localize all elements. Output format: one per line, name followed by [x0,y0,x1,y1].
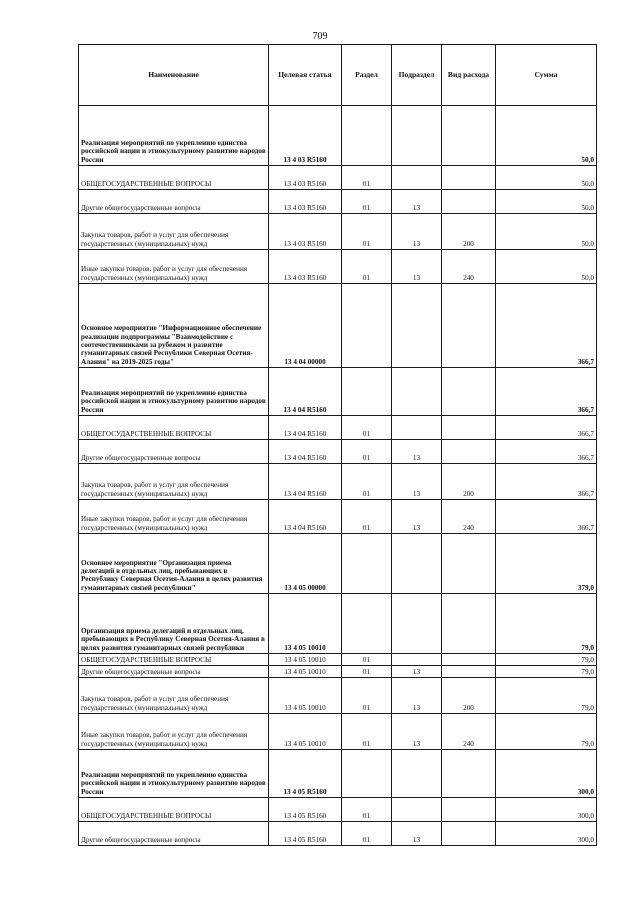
table-row [79,714,597,750]
cell-section: 01 [342,822,392,846]
cell-expense-type [442,822,496,846]
cell-name: Иные закупки товаров, работ и услуг для обеспечения государственных (муниципальных) нужд [79,500,269,534]
cell-name: Основное мероприятие "Информационное обеспечение реализации подпрограммы "Взаимодействие с соотечественниками за рубежом и развитие гуманитарных связей Республики Северная Осетия-Алания" на 2019-2025 годы" [79,284,269,368]
table-row [79,214,597,250]
table-row [79,750,597,798]
cell-expense-type [442,106,496,166]
cell-section: 01 [342,190,392,214]
table-row [79,822,597,846]
cell-name: Иные закупки товаров, работ и услуг для обеспечения государственных (муниципальных) нужд [79,250,269,284]
cell-target-article: 13 4 04 R5160 [269,464,342,500]
cell-expense-type [442,666,496,678]
cell-target-article: 13 4 04 00000 [269,284,342,368]
cell-expense-type [442,166,496,190]
table-row [79,500,597,534]
cell-amount: 366,7 [496,464,597,500]
cell-expense-type: 200 [442,464,496,500]
cell-expense-type: 240 [442,500,496,534]
cell-target-article: 13 4 03 R5160 [269,250,342,284]
cell-section: 01 [342,166,392,190]
cell-target-article: 13 4 05 R5160 [269,750,342,798]
cell-amount: 379,0 [496,534,597,594]
cell-subsection: 13 [392,500,442,534]
cell-name: ОБЩЕГОСУДАРСТВЕННЫЕ ВОПРОСЫ [79,166,269,190]
cell-amount: 50,0 [496,106,597,166]
table-row [79,166,597,190]
cell-section [342,368,392,416]
table-header-row [79,45,597,106]
cell-target-article: 13 4 03 R5160 [269,106,342,166]
cell-amount: 300,0 [496,798,597,822]
cell-subsection: 13 [392,440,442,464]
cell-name: ОБЩЕГОСУДАРСТВЕННЫЕ ВОПРОСЫ [79,798,269,822]
cell-subsection [392,284,442,368]
cell-expense-type [442,190,496,214]
cell-expense-type [442,654,496,666]
cell-name: Другие общегосударственные вопросы [79,822,269,846]
cell-target-article: 13 4 05 R5160 [269,798,342,822]
cell-subsection [392,368,442,416]
cell-name: Иные закупки товаров, работ и услуг для обеспечения государственных (муниципальных) нужд [79,714,269,750]
cell-amount: 79,0 [496,714,597,750]
table-row [79,416,597,440]
column-header-target-article: Целевая статья [269,45,342,106]
cell-subsection [392,416,442,440]
cell-expense-type [442,368,496,416]
cell-amount: 50,0 [496,166,597,190]
cell-subsection [392,750,442,798]
cell-subsection [392,166,442,190]
cell-name: Реализации мероприятий по укреплению единства российской нации и этнокультурному развитию народов России [79,750,269,798]
cell-target-article: 13 4 03 R5160 [269,190,342,214]
cell-amount: 366,7 [496,440,597,464]
cell-expense-type [442,594,496,654]
cell-amount: 366,7 [496,368,597,416]
cell-section: 01 [342,666,392,678]
cell-name: ОБЩЕГОСУДАРСТВЕННЫЕ ВОПРОСЫ [79,416,269,440]
cell-target-article: 13 4 05 10010 [269,594,342,654]
cell-section: 01 [342,464,392,500]
cell-section: 01 [342,214,392,250]
table-row [79,534,597,594]
cell-section: 01 [342,654,392,666]
column-header-section: Раздел [342,45,392,106]
cell-amount: 300,0 [496,750,597,798]
cell-subsection: 13 [392,190,442,214]
cell-section: 01 [342,416,392,440]
cell-section [342,284,392,368]
cell-expense-type: 240 [442,714,496,750]
cell-target-article: 13 4 04 R5160 [269,368,342,416]
column-header-amount: Сумма [496,45,597,106]
column-header-name: Наименование [79,45,269,106]
cell-expense-type [442,750,496,798]
cell-subsection: 13 [392,214,442,250]
cell-name: Другие общегосударственные вопросы [79,440,269,464]
cell-name: Закупка товаров, работ и услуг для обеспечения государственных (муниципальных) нужд [79,678,269,714]
table-row [79,284,597,368]
cell-section: 01 [342,250,392,284]
cell-subsection: 13 [392,666,442,678]
table-row [79,106,597,166]
cell-amount: 79,0 [496,666,597,678]
cell-subsection: 13 [392,714,442,750]
cell-target-article: 13 4 04 R5160 [269,500,342,534]
cell-section: 01 [342,500,392,534]
page-number: 709 [312,31,328,42]
cell-name: Реализация мероприятий по укреплению единства российской нации и этнокультурному развитию народов России [79,106,269,166]
table-row [79,798,597,822]
cell-expense-type [442,534,496,594]
cell-subsection [392,654,442,666]
cell-target-article: 13 4 04 R5160 [269,440,342,464]
cell-amount: 366,7 [496,500,597,534]
cell-name: Реализация мероприятий по укреплению единства российской нации и этнокультурному развитию народов России [79,368,269,416]
table-row [79,440,597,464]
cell-name: ОБЩЕГОСУДАРСТВЕННЫЕ ВОПРОСЫ [79,654,269,666]
cell-expense-type [442,440,496,464]
table-row [79,654,597,666]
cell-name: Другие общегосударственные вопросы [79,190,269,214]
cell-name: Закупка товаров, работ и услуг для обеспечения государственных (муниципальных) нужд [79,464,269,500]
table-row [79,368,597,416]
cell-target-article: 13 4 05 10010 [269,678,342,714]
column-header-subsection: Подраздел [392,45,442,106]
cell-expense-type [442,416,496,440]
table-row [79,464,597,500]
cell-expense-type [442,798,496,822]
cell-target-article: 13 4 05 00000 [269,534,342,594]
cell-section [342,106,392,166]
column-header-expense-type: Вид расхода [442,45,496,106]
table-row [79,594,597,654]
cell-name: Закупка товаров, работ и услуг для обеспечения государственных (муниципальных) нужд [79,214,269,250]
cell-target-article: 13 4 05 10010 [269,666,342,678]
cell-name: Основное мероприятие "Организация приема делегаций в отдельных лиц, пребывающих в Республику Северная Осетия-Алания в целях развития гуманитарных связей республики" [79,534,269,594]
cell-expense-type: 200 [442,214,496,250]
cell-target-article: 13 4 05 R5160 [269,822,342,846]
cell-amount: 79,0 [496,654,597,666]
table-row [79,678,597,714]
cell-amount: 50,0 [496,190,597,214]
cell-amount: 79,0 [496,678,597,714]
cell-subsection [392,594,442,654]
table-row [79,190,597,214]
cell-subsection [392,798,442,822]
cell-section [342,594,392,654]
cell-target-article: 13 4 03 R5160 [269,166,342,190]
cell-amount: 300,0 [496,822,597,846]
table-row [79,666,597,678]
cell-section [342,750,392,798]
cell-subsection: 13 [392,250,442,284]
cell-expense-type: 240 [442,250,496,284]
cell-expense-type [442,284,496,368]
cell-amount: 79,0 [496,594,597,654]
cell-amount: 50,0 [496,250,597,284]
cell-name: Организация приема делегаций и отдельных лиц, пребывающих в Республику Северная Осетия-Алания в целях развития гуманитарных связей республики [79,594,269,654]
cell-section: 01 [342,798,392,822]
cell-amount: 50,0 [496,214,597,250]
cell-subsection: 13 [392,464,442,500]
cell-target-article: 13 4 03 R5160 [269,214,342,250]
table-body [79,106,597,846]
budget-table [78,44,597,846]
cell-subsection [392,534,442,594]
cell-amount: 366,7 [496,416,597,440]
cell-section: 01 [342,714,392,750]
cell-target-article: 13 4 05 10010 [269,714,342,750]
cell-target-article: 13 4 04 R5160 [269,416,342,440]
cell-section: 01 [342,440,392,464]
cell-expense-type: 200 [442,678,496,714]
cell-subsection: 13 [392,822,442,846]
cell-subsection: 13 [392,678,442,714]
cell-amount: 366,7 [496,284,597,368]
cell-section: 01 [342,678,392,714]
cell-name: Другие общегосударственные вопросы [79,666,269,678]
cell-subsection [392,106,442,166]
cell-section [342,534,392,594]
cell-target-article: 13 4 05 10010 [269,654,342,666]
table-row [79,250,597,284]
